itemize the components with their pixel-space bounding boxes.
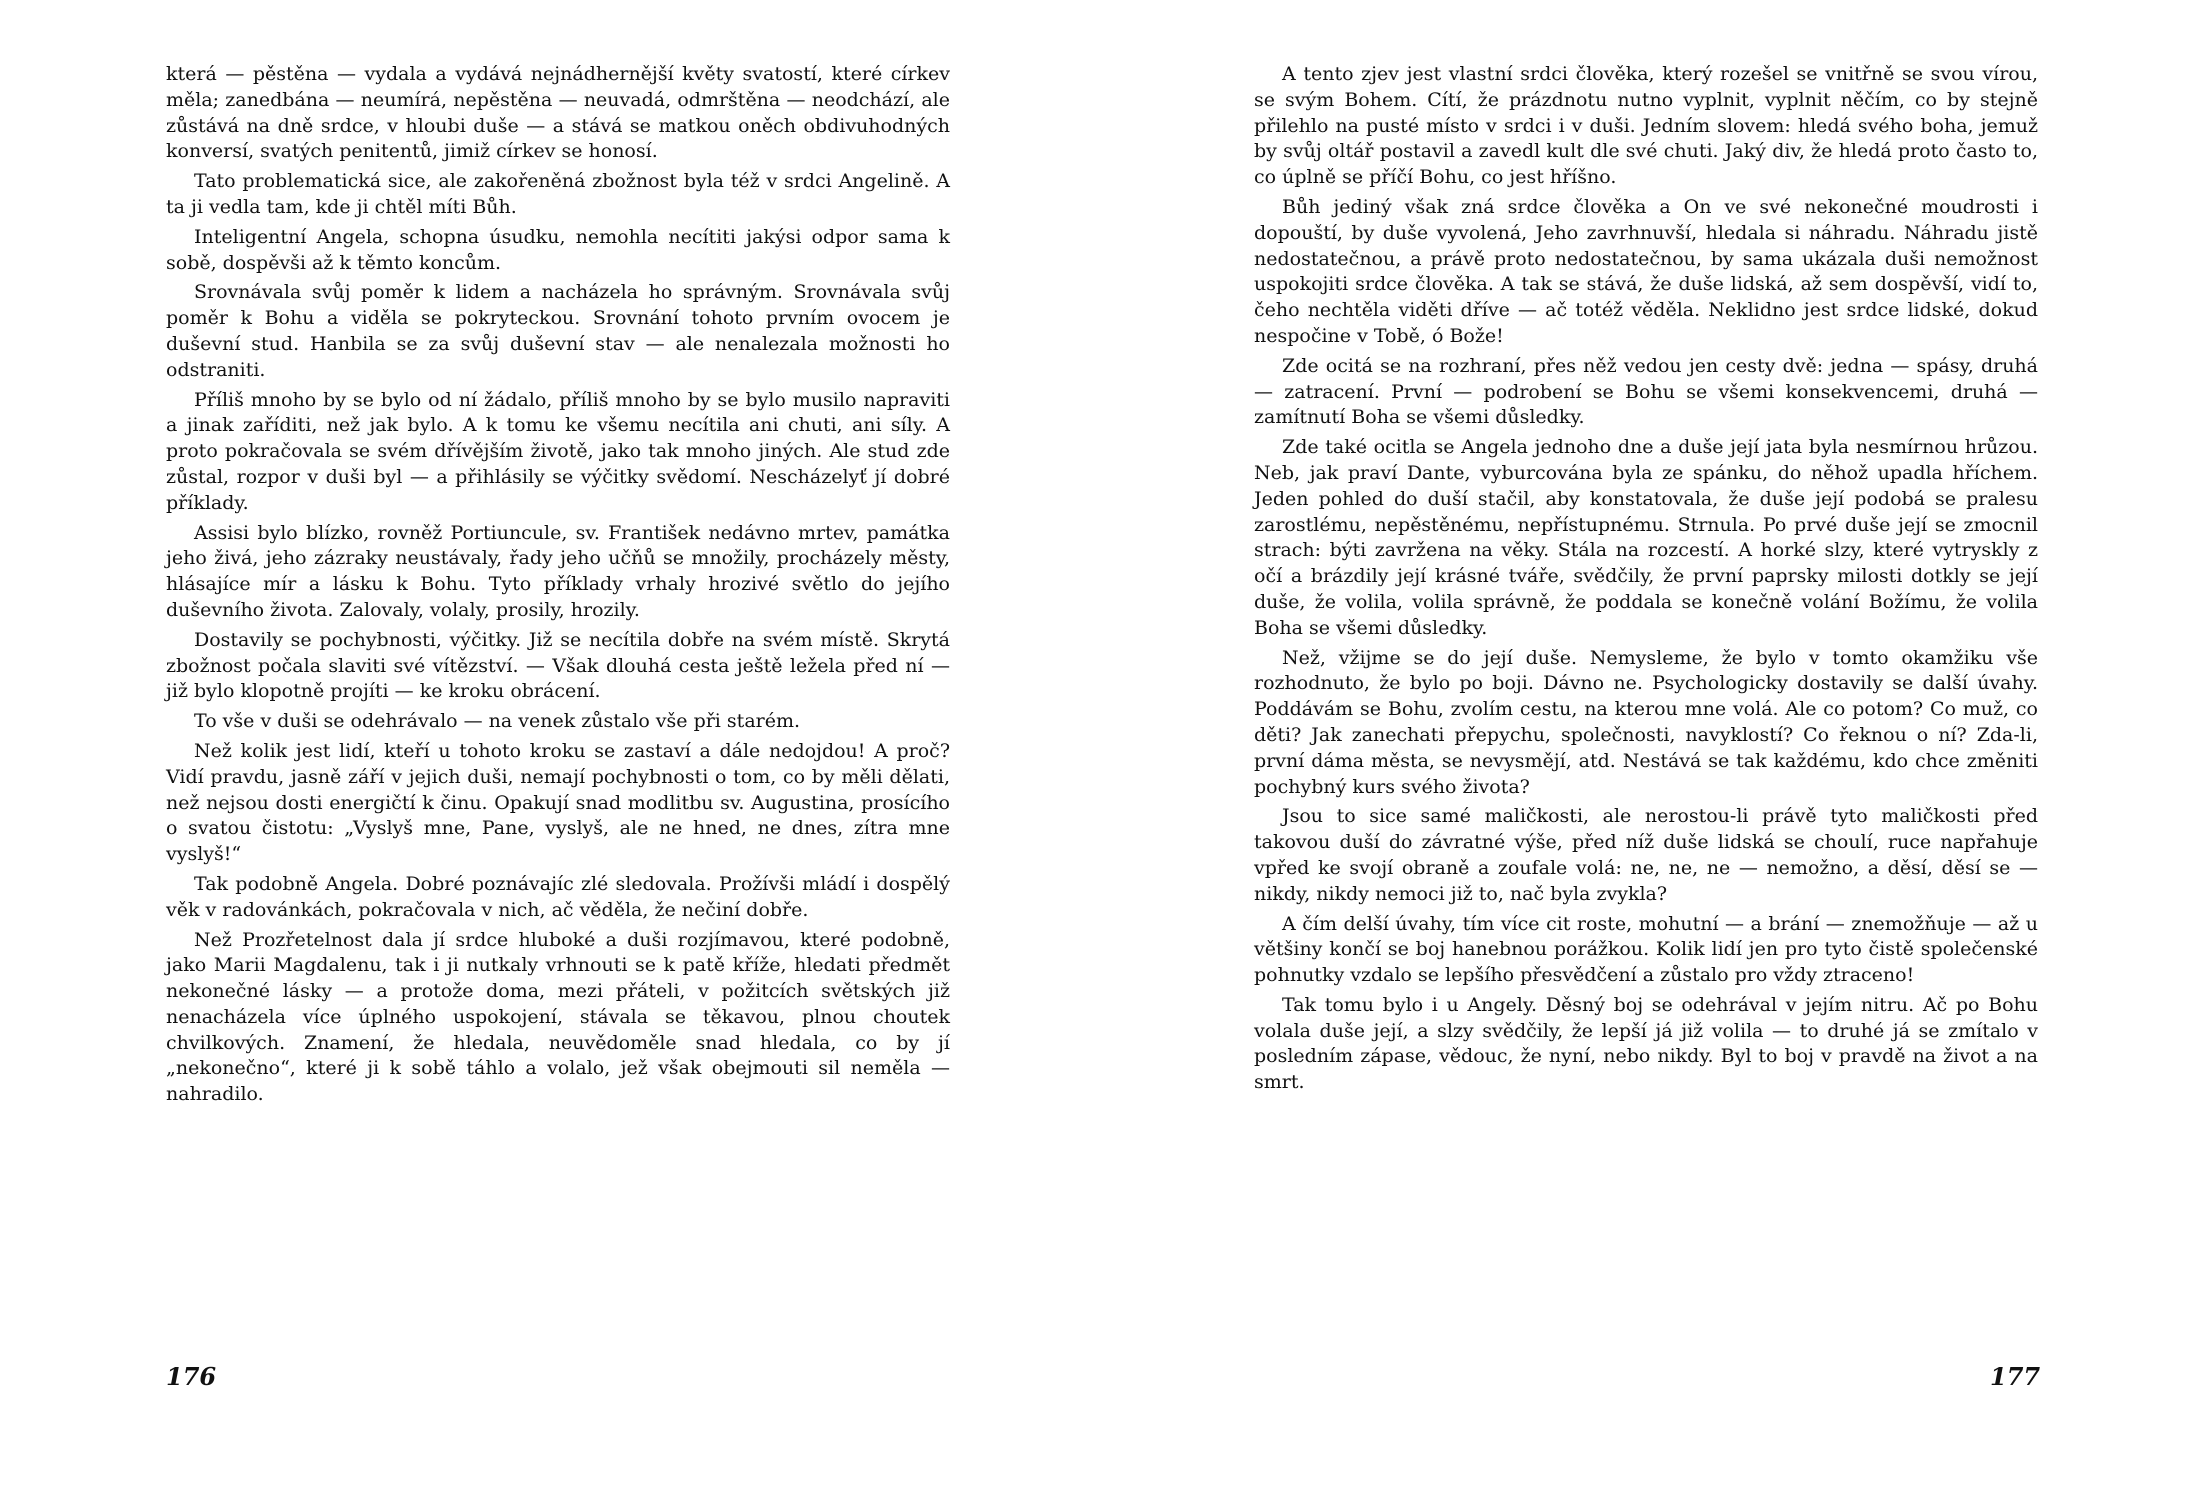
paragraph: Jsou to sice samé maličkosti, ale nerostou-li právě tyto maličkosti před takovou duší do závratné výše, před níž duše lidská se choulí, ruce napřahuje vpřed ke svojí obraně a zoufale volá: ne, ne, ne — nemožno, a děsí, děsí se — nikdy, nikdy nemoci již to, nač byla zvykla? — [1254, 805, 2038, 905]
paragraph: Zde také ocitla se Angela jednoho dne a duše její jata byla nesmírnou hrůzou. Neb, jak praví Dante, vyburcována byla ze spánku, do něhož upadla hříchem. Jeden pohled do duší stačil, aby konstatovala, že duše její podobá se pralesu zarostlému, nepěstěnému, nepřístupnému. Strnula. Po prvé duše její se zmocnil strach: býti zavržena na věky. Stála na rozcestí. A horké slzy, které vytryskly z očí a brázdily její krásné tváře, svědčily, že první paprsky milosti dotkly se její duše, že volila, volila správně, že poddala se konečně volání Božímu, že volila Boha se všemi důsledky. — [1254, 436, 2038, 639]
paragraph: Než Prozřetelnost dala jí srdce hluboké a duši rozjímavou, které podobně, jako Marii Magdalenu, tak i ji nutkaly vrhnouti se k patě kříže, hledati předmět nekonečné lásky — a protože doma, mezi přáteli, v požitcích světských již nenacházela více úplného uspokojení, stávala se těkavou, plnou choutek chvilkových. Znamení, že hledala, neuvědoměle snad hledala, co by jí „nekonečno“, které ji k sobě táhlo a volalo, jež však obejmouti sil neměla — nahradilo. — [166, 928, 950, 1106]
paragraph: Tak tomu bylo i u Angely. Děsný boj se odehrával v jejím nitru. Ač po Bohu volala duše její, a slzy svědčily, že lepší já již volila — to druhé já se zmítalo v posledním zápase, vědouc, že nyní, nebo nikdy. Byl to boj v pravdě na život a na smrt. — [1254, 993, 2038, 1094]
paragraph: To vše v duši se odehrávalo — na venek zůstalo vše při starém. — [194, 710, 801, 733]
paragraph: A čím delší úvahy, tím více cit roste, mohutní — a brání — znemožňuje — až u většiny končí se boj hanebnou porážkou. Kolik lidí jen pro tyto čistě společenské pohnutky vzdalo se lepšího přesvědčení a zůstalo pro vždy ztraceno! — [1254, 912, 2038, 987]
paragraph: A tento zjev jest vlastní srdci člověka, který rozešel se vnitřně se svou vírou, se svým Bohem. Cítí, že prázdnotu nutno vyplnit, vyplnit něčím, co by stejně přilehlo na pusté místo v srdci i v duši. Jedním slovem: hledá svého boha, jemuž by svůj oltář postavil a zavedl kult dle své chuti. Jaký div, že hledá proto často to, co úplně se příčí Bohu, co jest hříšno. — [1254, 63, 2038, 189]
paragraph: Inteligentní Angela, schopna úsudku, nemohla necítiti jakýsi odpor sama k sobě, dospěvši až k těmto koncům. — [166, 225, 950, 274]
paragraph: Příliš mnoho by se bylo od ní žádalo, příliš mnoho by se bylo musilo napraviti a jinak zaříditi, než jak bylo. A k tomu ke všemu necítila ani chuti, ani síly. A proto pokračovala se svém dřívějším životě, jako tak mnoho jiných. Ale stud zde zůstal, rozpor v duši byl — a přihlásily se výčitky svědomí. Nescházelyť jí dobré příklady. — [166, 388, 950, 514]
right-page-number: 177 — [1990, 1362, 2041, 1391]
paragraph: Tak podobně Angela. Dobré poznávajíc zlé sledovala. Prožívši mládí i dospělý věk v radovánkách, pokračovala v nich, ač věděla, že nečiní dobře. — [166, 872, 950, 921]
right-page-text — [1254, 62, 2038, 1100]
paragraph: která — pěstěna — vydala a vydává nejnádhernější květy svatostí, které církev měla; zanedbána — neumírá, nepěstěna — neuvadá, odmrštěna — neodchází, ale zůstává na dně srdce, v hloubi duše — a stává se matkou oněch obdivuhodných konversí, svatých penitentů, jimiž církev se honosí. — [166, 63, 950, 163]
paragraph: Tato problematická sice, ale zakořeněná zbožnost byla též v srdci Angelině. A ta ji vedla tam, kde ji chtěl míti Bůh. — [166, 170, 950, 218]
paragraph: Assisi bylo blízko, rovněž Portiuncule, sv. František nedávno mrtev, památka jeho živá, jeho zázraky neustávaly, řady jeho učňů se množily, procházely městy, hlásajíce mír a lásku k Bohu. Tyto příklady vrhaly hrozivé světlo do jejího duševního života. Zalovaly, volaly, prosily, hrozily. — [166, 521, 950, 621]
left-page-number: 176 — [166, 1362, 217, 1391]
paragraph: Bůh jediný však zná srdce člověka a On ve své nekonečné moudrosti i dopouští, by duše vyvolená, Jeho zavrhnuvší, hledala si náhradu. Náhradu jistě nedostatečnou, a právě proto nedostatečnou, by sama ukázala duši nemožnost uspokojiti srdce člověka. A tak se stává, že duše lidská, až sem dospěvší, vidí to, čeho nechtěla viděti dříve — ač totéž věděla. Neklidno jest srdce lidské, dokud nespočine v Tobě, ó Bože! — [1254, 195, 2038, 347]
paragraph: Dostavily se pochybnosti, výčitky. Již se necítila dobře na svém místě. Skrytá zbožnost počala slaviti své vítězství. — Však dlouhá cesta ještě ležela před ní — již bylo klopotně projíti — ke kroku obrácení. — [166, 628, 950, 703]
paragraph: Srovnávala svůj poměr k lidem a nacházela ho správným. Srovnávala svůj poměr k Bohu a viděla se pokryteckou. Srovnání tohoto prvním ovocem je duševní stud. Hanbila se za svůj duševní stav — ale nenalezala možnosti ho odstraniti. — [166, 281, 950, 381]
left-page-text — [166, 62, 950, 1112]
paragraph: Než kolik jest lidí, kteří u tohoto kroku se zastaví a dále nedojdou! A proč? Vidí pravdu, jasně září v jejich duši, nemají pochybnosti o tom, co by měli dělati, než nejsou dosti energičtí k činu. Opakují snad modlitbu sv. Augustina, prosícího o svatou čistotu: „Vyslyš mne, Pane, vyslyš, ale ne hned, ne dnes, zítra mne vyslyš!“ — [166, 739, 950, 866]
paragraph: Zde ocitá se na rozhraní, přes něž vedou jen cesty dvě: jedna — spásy, druhá — zatracení. První — podrobení se Bohu se všemi konsekvencemi, druhá — zamítnutí Boha se všemi důsledky. — [1254, 354, 2038, 429]
paragraph: Než, vžijme se do její duše. Nemysleme, že bylo v tomto okamžiku vše rozhodnuto, že bylo po boji. Dávno ne. Psychologicky dostavily se další úvahy. Poddávám se Bohu, zvolím cestu, na kterou mne volá. Ale co potom? Co muž, co děti? Jak zanechati přepychu, společnosti, navyklostí? Co řeknou o ní? Zda-li, první dáma města, se nevysmějí, atd. Nestává se tak každému, kdo chce změniti pochybný kurs svého života? — [1254, 646, 2038, 798]
